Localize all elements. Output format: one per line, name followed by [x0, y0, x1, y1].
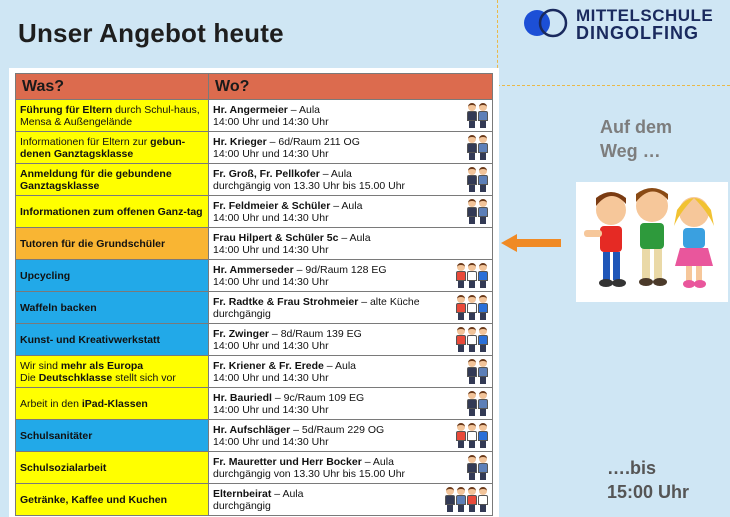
- wo-person: Fr. Groß, Fr. Pellkofer: [213, 167, 320, 180]
- student-figure-icon: [478, 358, 488, 384]
- wo-cell: [209, 100, 493, 132]
- student-figure-icon: [467, 486, 477, 512]
- wo-place: – Aula: [287, 103, 321, 116]
- offer-table: [15, 73, 493, 516]
- was-text: Getränke, Kaffee und Kuchen: [20, 493, 168, 506]
- student-figure-icon: [478, 294, 488, 320]
- table-row: [16, 356, 493, 388]
- wo-cell: [209, 228, 493, 260]
- student-figure-icon: [478, 198, 488, 224]
- wo-time: 14:00 Uhr und 14:30 Uhr: [213, 211, 329, 224]
- table-row: [16, 292, 493, 324]
- was-cell: [16, 420, 209, 452]
- wo-time: durchgängig von 13.30 Uhr bis 15.00 Uhr: [213, 179, 406, 192]
- was-text: iPad-Klassen: [81, 397, 148, 410]
- table-row: [16, 100, 493, 132]
- was-cell: [16, 164, 209, 196]
- wo-cell: [209, 420, 493, 452]
- was-text: Deutschklasse: [38, 371, 113, 384]
- horizontal-divider: [497, 85, 730, 86]
- table-row: [16, 196, 493, 228]
- student-figure-icon: [478, 486, 488, 512]
- was-text: mehr als Europa: [60, 359, 144, 372]
- student-figure-icon: [467, 326, 477, 352]
- wo-place: – Aula: [323, 359, 357, 372]
- wo-cell: [209, 132, 493, 164]
- wo-person: Hr. Ammerseder: [213, 263, 294, 276]
- wo-time: 14:00 Uhr und 14:30 Uhr: [213, 371, 329, 384]
- wo-person: Fr. Zwinger: [213, 327, 270, 340]
- was-text: Wir sind: [20, 359, 61, 372]
- was-text: Informationen zum offenen Ganz-tag: [20, 205, 203, 218]
- wo-time: durchgängig: [213, 307, 271, 320]
- students-icon: [467, 166, 488, 192]
- wo-cell: [209, 324, 493, 356]
- wo-person: Hr. Bauriedl: [213, 391, 272, 404]
- wo-person: Fr. Mauretter und Herr Bocker: [213, 455, 362, 468]
- was-cell: [16, 452, 209, 484]
- side-bottom-line-1: ….bis: [607, 458, 657, 478]
- side-text-top: [600, 115, 672, 163]
- students-icon: [467, 358, 488, 384]
- was-cell: [16, 228, 209, 260]
- was-text: stellt sich vor: [112, 371, 176, 384]
- was-text: Tutoren für die Grundschüler: [20, 237, 166, 250]
- student-figure-icon: [467, 358, 477, 384]
- students-icon: [456, 262, 488, 288]
- side-text-bottom: [607, 456, 689, 504]
- was-cell: [16, 484, 209, 516]
- offer-sheet: [9, 68, 499, 517]
- student-figure-icon: [467, 390, 477, 416]
- page-title: Unser Angebot heute: [18, 18, 284, 48]
- was-text: Informationen für Eltern zur: [20, 135, 151, 148]
- wo-place: – Aula: [319, 167, 352, 180]
- logo-line-2: DINGOLFING: [576, 23, 699, 43]
- wo-cell: [209, 452, 493, 484]
- wo-cell: [209, 484, 493, 516]
- children-walking-illustration: [576, 182, 728, 302]
- wo-place: – 5d/Raum 229 OG: [290, 423, 385, 436]
- wo-cell: [209, 356, 493, 388]
- was-text: Waffeln backen: [20, 301, 97, 314]
- student-figure-icon: [478, 134, 488, 160]
- logo-line-1: MITTELSCHULE: [576, 6, 714, 25]
- children-icon: [576, 182, 728, 302]
- side-bottom-line-2: 15:00 Uhr: [607, 482, 690, 502]
- was-cell: [16, 388, 209, 420]
- students-icon: [467, 198, 488, 224]
- wo-place: – Aula: [330, 199, 363, 212]
- wo-place: – Aula: [361, 455, 394, 468]
- students-icon: [467, 134, 488, 160]
- was-text: gebun-denen Ganztagsklasse: [20, 135, 186, 160]
- student-figure-icon: [467, 422, 477, 448]
- student-figure-icon: [467, 454, 477, 480]
- wo-place: – 6d/Raum 211 OG: [266, 135, 360, 148]
- was-text: Schulsanitäter: [20, 429, 93, 442]
- student-figure-icon: [478, 166, 488, 192]
- was-text: durch Schul-haus, Mensa & Außengelände: [20, 103, 200, 128]
- table-row: [16, 420, 493, 452]
- table-row: [16, 324, 493, 356]
- table-row: [16, 164, 493, 196]
- students-icon: [467, 454, 488, 480]
- students-icon: [445, 486, 488, 512]
- student-figure-icon: [445, 486, 455, 512]
- was-text: Arbeit in den: [20, 397, 82, 410]
- table-row: [16, 260, 493, 292]
- student-figure-icon: [456, 262, 466, 288]
- wo-place: – Aula: [338, 231, 371, 244]
- left-arrow-icon: [501, 233, 561, 253]
- was-text: Kunst- und Kreativwerkstatt: [20, 333, 161, 346]
- table-row: [16, 484, 493, 516]
- was-cell: [16, 292, 209, 324]
- table-row: [16, 452, 493, 484]
- was-cell: [16, 100, 209, 132]
- student-figure-icon: [467, 262, 477, 288]
- student-figure-icon: [467, 102, 477, 128]
- student-figure-icon: [467, 134, 477, 160]
- wo-cell: [209, 260, 493, 292]
- wo-time: 14:00 Uhr und 14:30 Uhr: [213, 115, 329, 128]
- was-text: Schulsozialarbeit: [20, 461, 107, 474]
- was-cell: [16, 196, 209, 228]
- wo-person: Fr. Kriener & Fr. Erede: [213, 359, 324, 372]
- wo-person: Hr. Angermeier: [213, 103, 288, 116]
- wo-cell: [209, 196, 493, 228]
- student-figure-icon: [478, 262, 488, 288]
- wo-time: 14:00 Uhr und 14:30 Uhr: [213, 243, 329, 256]
- student-figure-icon: [456, 294, 466, 320]
- side-top-line-2: Weg …: [600, 141, 661, 161]
- table-row: [16, 388, 493, 420]
- wo-time: 14:00 Uhr und 14:30 Uhr: [213, 339, 329, 352]
- wo-cell: [209, 388, 493, 420]
- student-figure-icon: [478, 454, 488, 480]
- student-figure-icon: [467, 294, 477, 320]
- student-figure-icon: [478, 422, 488, 448]
- wo-time: 14:00 Uhr und 14:30 Uhr: [213, 147, 329, 160]
- student-figure-icon: [467, 166, 477, 192]
- wo-place: – 8d/Raum 139 EG: [269, 327, 362, 340]
- wo-place: – 9d/Raum 128 EG: [293, 263, 387, 276]
- students-icon: [456, 326, 488, 352]
- header-was: Was?: [16, 74, 209, 100]
- table-row: [16, 228, 493, 260]
- wo-time: durchgängig: [213, 499, 271, 512]
- school-logo: [522, 5, 712, 43]
- two-circles-logo-icon: [522, 5, 572, 41]
- wo-time: 14:00 Uhr und 14:30 Uhr: [213, 403, 329, 416]
- wo-cell: [209, 292, 493, 324]
- wo-place: – 9c/Raum 109 EG: [271, 391, 365, 404]
- wo-person: Fr. Radtke & Frau Strohmeier: [213, 295, 359, 308]
- wo-person: Hr. Aufschläger: [213, 423, 291, 436]
- wo-place: – alte Küche: [358, 295, 420, 308]
- students-icon: [456, 422, 488, 448]
- was-cell: [16, 324, 209, 356]
- wo-place: – Aula: [271, 487, 304, 500]
- header-wo: Wo?: [209, 74, 493, 100]
- wo-time: 14:00 Uhr und 14:30 Uhr: [213, 435, 329, 448]
- student-figure-icon: [456, 422, 466, 448]
- side-top-line-1: Auf dem: [600, 117, 672, 137]
- wo-person: Elternbeirat: [213, 487, 272, 500]
- students-icon: [467, 390, 488, 416]
- was-text: Upcycling: [20, 269, 71, 282]
- student-figure-icon: [478, 390, 488, 416]
- was-text: Anmeldung für die gebundene Ganztagsklasse: [20, 167, 172, 192]
- wo-person: Fr. Feldmeier & Schüler: [213, 199, 331, 212]
- student-figure-icon: [478, 326, 488, 352]
- wo-person: Hr. Krieger: [213, 135, 267, 148]
- student-figure-icon: [467, 198, 477, 224]
- student-figure-icon: [456, 486, 466, 512]
- table-row: [16, 132, 493, 164]
- was-cell: [16, 356, 209, 388]
- student-figure-icon: [456, 326, 466, 352]
- offer-table-body: [16, 100, 493, 516]
- was-text: Führung für Eltern: [20, 103, 113, 116]
- wo-time: durchgängig von 13.30 Uhr bis 15.00 Uhr: [213, 467, 406, 480]
- students-icon: [467, 102, 488, 128]
- student-figure-icon: [478, 102, 488, 128]
- wo-cell: [209, 164, 493, 196]
- was-cell: [16, 260, 209, 292]
- wo-time: 14:00 Uhr und 14:30 Uhr: [213, 275, 329, 288]
- was-cell: [16, 132, 209, 164]
- wo-person: Frau Hilpert & Schüler 5c: [213, 231, 339, 244]
- was-text: Die: [20, 371, 39, 384]
- students-icon: [456, 294, 488, 320]
